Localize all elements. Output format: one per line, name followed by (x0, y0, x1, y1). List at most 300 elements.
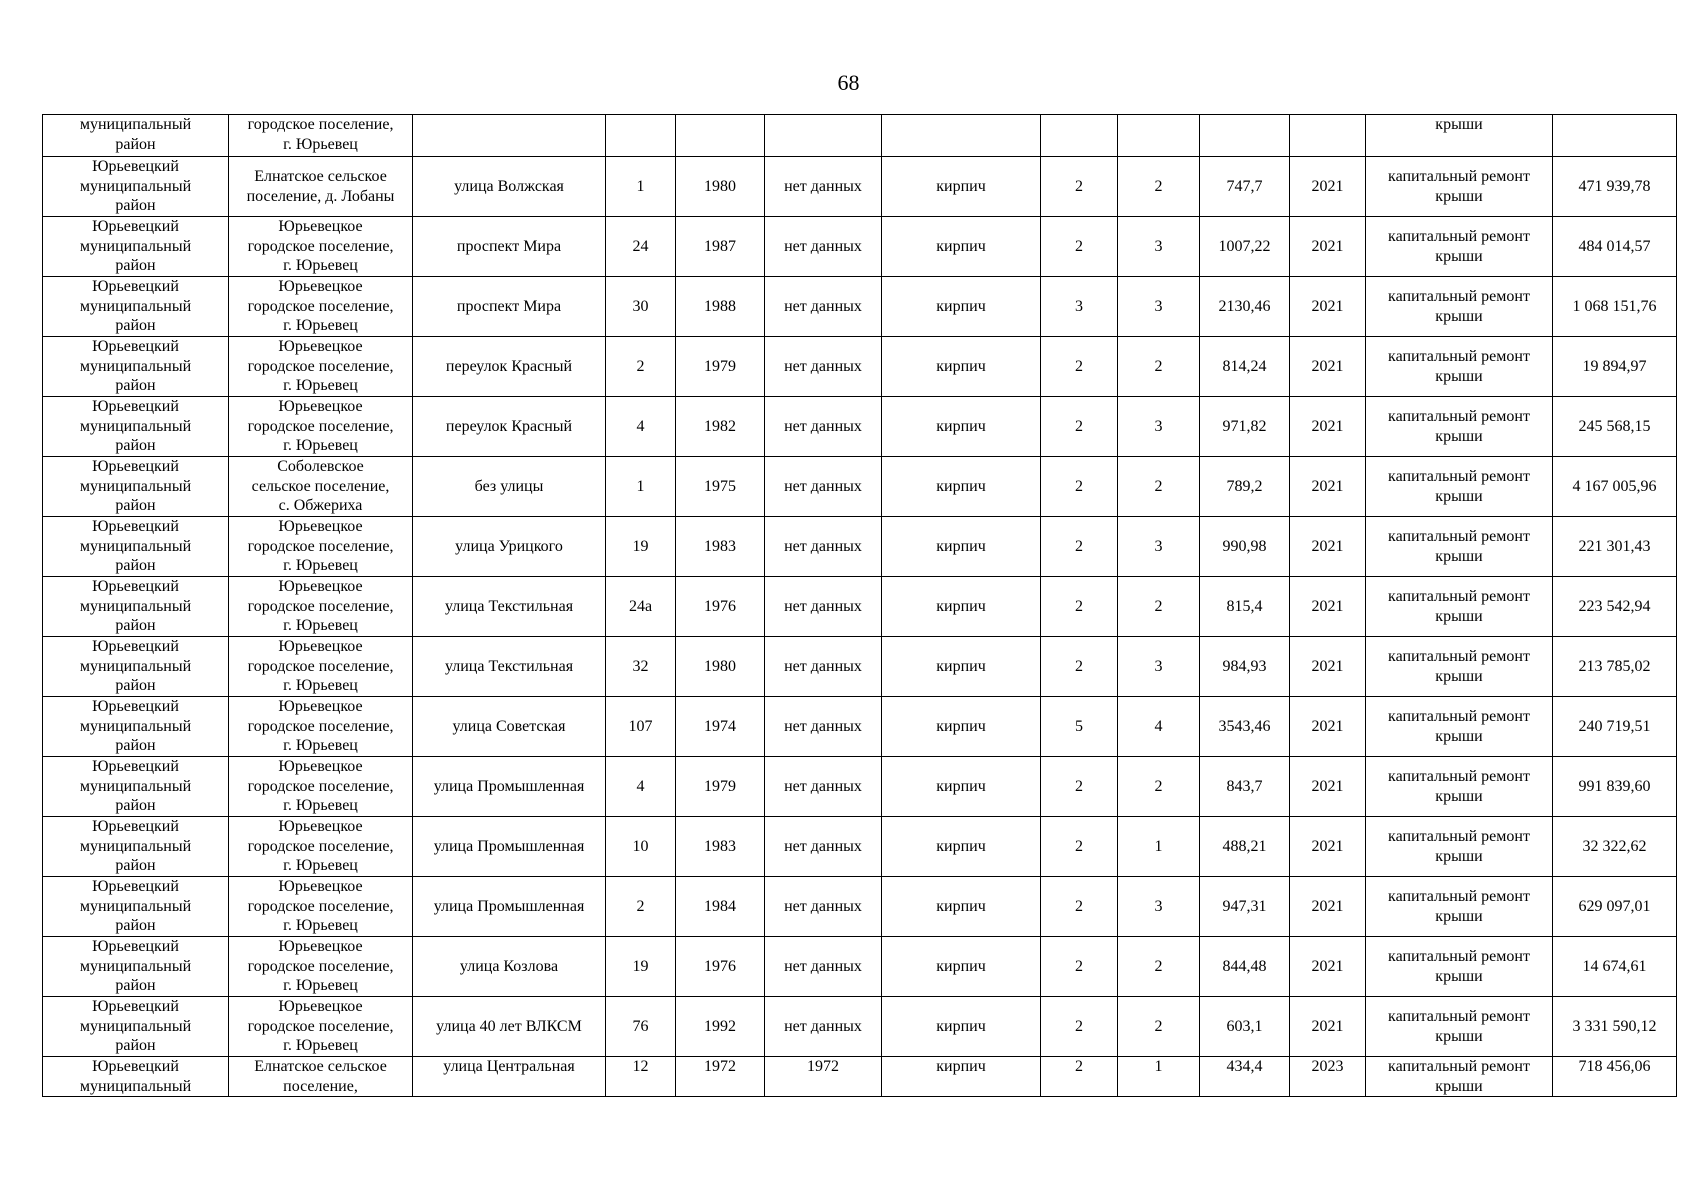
table-row (43, 217, 1677, 277)
cost-cell (1553, 757, 1677, 817)
floors-cell (1041, 115, 1118, 157)
wall-material-cell (882, 397, 1041, 457)
total-area-cell (1200, 817, 1290, 877)
cell-text: 603,1 (1226, 1017, 1263, 1035)
cell-text: капитальный ремонт (1388, 948, 1530, 965)
cell-text: городское поселение, (247, 777, 394, 795)
wall-material-cell (882, 877, 1041, 937)
cell-text: 2 (1075, 537, 1083, 555)
cell-text: городское поселение, (247, 116, 394, 133)
street-cell (413, 637, 606, 697)
cell-text: Юрьевецкое (278, 638, 363, 656)
cell-text: капитальный ремонт (1388, 888, 1530, 905)
cell-text: 213 785,02 (1578, 657, 1651, 675)
construction-year-cell (676, 457, 765, 517)
cell-text: крыши (1435, 307, 1483, 325)
total-area-cell (1200, 115, 1290, 157)
cell-text: Юрьевецкое (278, 878, 363, 896)
cell-text: нет данных (784, 237, 862, 255)
cell-text: кирпич (936, 1017, 986, 1035)
last-repair-year-cell (765, 997, 882, 1057)
total-area-cell (1200, 937, 1290, 997)
cell-text: Юрьевецкое (278, 518, 363, 536)
cell-text: 2021 (1311, 477, 1344, 495)
cost-cell (1553, 817, 1677, 877)
cell-text: 2 (1075, 477, 1083, 495)
last-repair-year-cell (765, 277, 882, 337)
total-area-cell (1200, 337, 1290, 397)
cell-text: с. Обжериха (278, 497, 363, 515)
cell-text: г. Юрьевец (283, 377, 358, 395)
house-number-cell (606, 1057, 676, 1097)
cell-text: 718 456,06 (1578, 1058, 1651, 1075)
wall-material-cell (882, 697, 1041, 757)
cell-text: г. Юрьевец (283, 257, 358, 275)
table-row (43, 277, 1677, 337)
entrances-cell (1118, 457, 1200, 517)
planned-year-cell (1290, 157, 1366, 217)
work-type-cell (1366, 877, 1553, 937)
settlement-cell (229, 997, 413, 1057)
cell-text: 245 568,15 (1578, 417, 1651, 435)
planned-year-cell (1290, 457, 1366, 517)
street-cell (413, 217, 606, 277)
cell-text: муниципальный (79, 957, 192, 975)
cell-text: Юрьевецкое (278, 338, 363, 356)
table-row (43, 157, 1677, 217)
cell-text: кирпич (936, 537, 986, 555)
cell-text: 2021 (1311, 237, 1344, 255)
planned-year-cell (1290, 1057, 1366, 1097)
cell-text: крыши (1435, 487, 1483, 505)
cell-text: нет данных (784, 897, 862, 915)
cell-text: район (115, 377, 156, 395)
cell-text: муниципальный (79, 1077, 192, 1095)
cost-cell (1553, 577, 1677, 637)
entrances-cell (1118, 157, 1200, 217)
cell-text: район (115, 1037, 156, 1055)
wall-material-cell (882, 277, 1041, 337)
cell-text: 629 097,01 (1578, 897, 1651, 915)
cell-text: 2 (636, 357, 645, 375)
cell-text: городское поселение, (247, 717, 394, 735)
last-repair-year-cell (765, 217, 882, 277)
planned-year-cell (1290, 115, 1366, 157)
cell-text: Юрьевецкий (92, 518, 179, 536)
cell-text: 1972 (704, 1058, 736, 1075)
last-repair-year-cell (765, 1057, 882, 1097)
cell-text: 2021 (1311, 597, 1344, 615)
floors-cell (1041, 937, 1118, 997)
municipal-district-cell (43, 517, 229, 577)
cell-text: 2 (1154, 1017, 1163, 1035)
cell-text: 1007,22 (1218, 237, 1271, 255)
planned-year-cell (1290, 937, 1366, 997)
cell-text: 1984 (704, 897, 736, 915)
cell-text: городское поселение, (247, 537, 394, 555)
cell-text: 76 (632, 1017, 649, 1035)
cost-cell (1553, 997, 1677, 1057)
cost-cell (1553, 637, 1677, 697)
cell-text: улица Промышленная (433, 897, 585, 915)
planned-year-cell (1290, 877, 1366, 937)
cell-text: 32 (632, 657, 649, 675)
cell-text: кирпич (936, 357, 986, 375)
construction-year-cell (676, 997, 765, 1057)
house-number-cell (606, 817, 676, 877)
cell-text: г. Юрьевец (283, 977, 358, 995)
cell-text: г. Юрьевец (283, 557, 358, 575)
wall-material-cell (882, 577, 1041, 637)
street-cell (413, 1057, 606, 1097)
floors-cell (1041, 877, 1118, 937)
municipal-district-cell (43, 457, 229, 517)
construction-year-cell (676, 817, 765, 877)
street-cell (413, 937, 606, 997)
table-row (43, 457, 1677, 517)
cell-text: 1992 (704, 1017, 736, 1035)
house-number-cell (606, 115, 676, 157)
table-row (43, 997, 1677, 1057)
last-repair-year-cell (765, 577, 882, 637)
cell-text: капитальный ремонт (1388, 348, 1530, 365)
wall-material-cell (882, 1057, 1041, 1097)
cell-text: 2 (1075, 237, 1083, 255)
planned-year-cell (1290, 637, 1366, 697)
total-area-cell (1200, 997, 1290, 1057)
floors-cell (1041, 757, 1118, 817)
cell-text: Юрьевецкое (278, 698, 363, 716)
cell-text: городское поселение, (247, 837, 394, 855)
cell-text: 2 (1075, 1058, 1083, 1075)
cell-text: 1976 (704, 957, 736, 975)
cell-text: Юрьевецкое (278, 818, 363, 836)
cell-text: 2021 (1311, 837, 1344, 855)
cell-text: 1980 (704, 177, 736, 195)
planned-year-cell (1290, 337, 1366, 397)
cell-text: г. Юрьевец (283, 917, 358, 935)
cell-text: район (115, 135, 156, 153)
cell-text: муниципальный (79, 897, 192, 915)
cell-text: 1 (636, 477, 645, 495)
cell-text: кирпич (936, 957, 986, 975)
cell-text: 2021 (1311, 957, 1344, 975)
cell-text: капитальный ремонт (1388, 1008, 1530, 1025)
work-type-cell (1366, 697, 1553, 757)
cell-text: район (115, 857, 156, 875)
cell-text: 844,48 (1222, 957, 1267, 975)
municipal-district-cell (43, 157, 229, 217)
cell-text: 24а (628, 597, 653, 615)
cell-text: городское поселение, (247, 1017, 394, 1035)
house-number-cell (606, 757, 676, 817)
cell-text: Юрьевецкий (92, 758, 179, 776)
street-cell (413, 115, 606, 157)
cell-text: 1987 (704, 237, 736, 255)
municipal-district-cell (43, 757, 229, 817)
cell-text: крыши (1435, 967, 1483, 985)
cell-text: Елнатское сельское (254, 168, 387, 185)
settlement-cell (229, 337, 413, 397)
cell-text: муниципальный (79, 657, 192, 675)
wall-material-cell (882, 757, 1041, 817)
planned-year-cell (1290, 277, 1366, 337)
planned-year-cell (1290, 397, 1366, 457)
wall-material-cell (882, 337, 1041, 397)
cost-cell (1553, 937, 1677, 997)
cell-text: г. Юрьевец (283, 797, 358, 815)
settlement-cell (229, 757, 413, 817)
cell-text: район (115, 437, 156, 455)
cell-text: Юрьевецкое (278, 998, 363, 1016)
cell-text: 1 (636, 177, 645, 195)
cell-text: городское поселение, (247, 897, 394, 915)
cell-text: кирпич (936, 597, 986, 615)
cell-text: 2 (1075, 357, 1083, 375)
street-cell (413, 817, 606, 877)
cell-text: 2021 (1311, 1017, 1344, 1035)
cell-text: нет данных (784, 777, 862, 795)
work-type-cell (1366, 577, 1553, 637)
cell-text: 24 (632, 237, 649, 255)
table-row (43, 517, 1677, 577)
cell-text: 990,98 (1222, 537, 1267, 555)
municipal-district-cell (43, 877, 229, 937)
floors-cell (1041, 577, 1118, 637)
cell-text: 2021 (1311, 537, 1344, 555)
cell-text: муниципальный (79, 477, 192, 495)
cell-text: крыши (1435, 367, 1483, 385)
cell-text: район (115, 617, 156, 635)
cell-text: Юрьевецкий (92, 278, 179, 296)
cell-text: 2 (636, 897, 645, 915)
cost-cell (1553, 337, 1677, 397)
cell-text: 971,82 (1222, 417, 1267, 435)
work-type-cell (1366, 337, 1553, 397)
cell-text: г. Юрьевец (283, 437, 358, 455)
cell-text: 2 (1075, 777, 1083, 795)
settlement-cell (229, 697, 413, 757)
cell-text: 2 (1154, 777, 1163, 795)
cell-text: муниципальный (79, 837, 192, 855)
table-row (43, 937, 1677, 997)
cell-text: крыши (1435, 247, 1483, 265)
cell-text: район (115, 977, 156, 995)
cell-text: 1982 (704, 417, 736, 435)
cell-text: 814,24 (1222, 357, 1267, 375)
cell-text: проспект Мира (456, 297, 562, 315)
cell-text: кирпич (936, 237, 986, 255)
cell-text: 2 (1075, 837, 1083, 855)
floors-cell (1041, 337, 1118, 397)
cell-text: Соболевское (277, 458, 364, 476)
cell-text: улица Центральная (443, 1058, 575, 1075)
cell-text: г. Юрьевец (283, 1037, 358, 1055)
house-number-cell (606, 577, 676, 637)
cell-text: 843,7 (1226, 777, 1263, 795)
cell-text: 2021 (1311, 417, 1344, 435)
cell-text: 1972 (807, 1058, 839, 1075)
cell-text: крыши (1435, 547, 1483, 565)
cell-text: кирпич (936, 1058, 986, 1075)
cell-text: крыши (1435, 116, 1483, 133)
cell-text: 3 (1075, 297, 1083, 315)
wall-material-cell (882, 637, 1041, 697)
cell-text: 3 (1154, 897, 1163, 915)
work-type-cell (1366, 637, 1553, 697)
cell-text: проспект Мира (456, 237, 562, 255)
settlement-cell (229, 217, 413, 277)
wall-material-cell (882, 937, 1041, 997)
cell-text: поселение, (283, 1077, 358, 1095)
total-area-cell (1200, 877, 1290, 937)
cell-text: кирпич (936, 477, 986, 495)
cell-text: Юрьевецкое (278, 938, 363, 956)
cell-text: Юрьевецкий (92, 1058, 179, 1075)
municipal-district-cell (43, 397, 229, 457)
settlement-cell (229, 937, 413, 997)
cell-text: Юрьевецкий (92, 638, 179, 656)
work-type-cell (1366, 157, 1553, 217)
planned-year-cell (1290, 817, 1366, 877)
floors-cell (1041, 277, 1118, 337)
planned-year-cell (1290, 757, 1366, 817)
cell-text: муниципальный (79, 417, 192, 435)
cell-text: Юрьевецкий (92, 218, 179, 236)
cell-text: район (115, 317, 156, 335)
house-number-cell (606, 997, 676, 1057)
cell-text: 2 (1075, 417, 1083, 435)
cell-text: крыши (1435, 727, 1483, 745)
house-number-cell (606, 157, 676, 217)
cell-text: нет данных (784, 177, 862, 195)
cell-text: 1974 (704, 717, 736, 735)
cell-text: улица Промышленная (433, 777, 585, 795)
entrances-cell (1118, 217, 1200, 277)
street-cell (413, 157, 606, 217)
construction-year-cell (676, 157, 765, 217)
table-row (43, 397, 1677, 457)
cell-text: муниципальный (79, 717, 192, 735)
cell-text: улица Текстильная (444, 657, 574, 675)
work-type-cell (1366, 1057, 1553, 1097)
cell-text: 3 (1154, 297, 1163, 315)
cell-text: муниципальный (79, 597, 192, 615)
cell-text: капитальный ремонт (1388, 228, 1530, 245)
cell-text: 1 (1154, 837, 1163, 855)
cell-text: городское поселение, (247, 237, 394, 255)
cell-text: 484 014,57 (1578, 237, 1651, 255)
total-area-cell (1200, 697, 1290, 757)
work-type-cell (1366, 397, 1553, 457)
construction-year-cell (676, 217, 765, 277)
entrances-cell (1118, 517, 1200, 577)
construction-year-cell (676, 1057, 765, 1097)
cell-text: 488,21 (1222, 837, 1267, 855)
settlement-cell (229, 817, 413, 877)
cell-text: 1 068 151,76 (1572, 297, 1657, 315)
street-cell (413, 517, 606, 577)
street-cell (413, 277, 606, 337)
cell-text: 471 939,78 (1578, 177, 1651, 195)
cost-cell (1553, 115, 1677, 157)
street-cell (413, 997, 606, 1057)
construction-year-cell (676, 115, 765, 157)
cell-text: 2021 (1311, 717, 1344, 735)
cell-text: 947,31 (1222, 897, 1267, 915)
table-body (43, 115, 1677, 1097)
cell-text: нет данных (784, 717, 862, 735)
cell-text: городское поселение, (247, 597, 394, 615)
work-type-cell (1366, 115, 1553, 157)
cell-text: 1983 (704, 537, 736, 555)
construction-year-cell (676, 877, 765, 937)
table-row (43, 757, 1677, 817)
cell-text: 223 542,94 (1578, 597, 1651, 615)
cell-text: кирпич (936, 717, 986, 735)
wall-material-cell (882, 217, 1041, 277)
work-type-cell (1366, 217, 1553, 277)
cell-text: муниципальный (79, 177, 192, 195)
cell-text: район (115, 917, 156, 935)
municipal-district-cell (43, 1057, 229, 1097)
last-repair-year-cell (765, 517, 882, 577)
planned-year-cell (1290, 997, 1366, 1057)
last-repair-year-cell (765, 877, 882, 937)
cell-text: улица Промышленная (433, 837, 585, 855)
street-cell (413, 757, 606, 817)
cell-text: муниципальный (79, 116, 192, 133)
settlement-cell (229, 1057, 413, 1097)
work-type-cell (1366, 757, 1553, 817)
cell-text: крыши (1435, 847, 1483, 865)
construction-year-cell (676, 937, 765, 997)
cell-text: Юрьевецкий (92, 458, 179, 476)
cell-text: крыши (1435, 907, 1483, 925)
cell-text: 14 674,61 (1582, 957, 1647, 975)
municipal-district-cell (43, 337, 229, 397)
cell-text: 2130,46 (1218, 297, 1271, 315)
cell-text: Юрьевецкое (278, 578, 363, 596)
table-row (43, 877, 1677, 937)
municipal-district-cell (43, 637, 229, 697)
settlement-cell (229, 397, 413, 457)
municipal-district-cell (43, 277, 229, 337)
cell-text: нет данных (784, 837, 862, 855)
construction-year-cell (676, 577, 765, 637)
cell-text: 2 (1075, 897, 1083, 915)
cell-text: 3 (1154, 237, 1163, 255)
cell-text: 3543,46 (1218, 717, 1271, 735)
cell-text: городское поселение, (247, 957, 394, 975)
cell-text: Юрьевецкий (92, 998, 179, 1016)
table-row (43, 817, 1677, 877)
cell-text: 1979 (704, 357, 736, 375)
settlement-cell (229, 157, 413, 217)
construction-year-cell (676, 757, 765, 817)
construction-year-cell (676, 637, 765, 697)
municipal-district-cell (43, 997, 229, 1057)
cell-text: 32 322,62 (1582, 837, 1647, 855)
cell-text: 2021 (1311, 177, 1344, 195)
cell-text: крыши (1435, 1077, 1483, 1095)
last-repair-year-cell (765, 397, 882, 457)
cell-text: 4 (1154, 717, 1163, 735)
cell-text: 3 (1154, 537, 1163, 555)
municipal-district-cell (43, 937, 229, 997)
cost-cell (1553, 517, 1677, 577)
floors-cell (1041, 217, 1118, 277)
